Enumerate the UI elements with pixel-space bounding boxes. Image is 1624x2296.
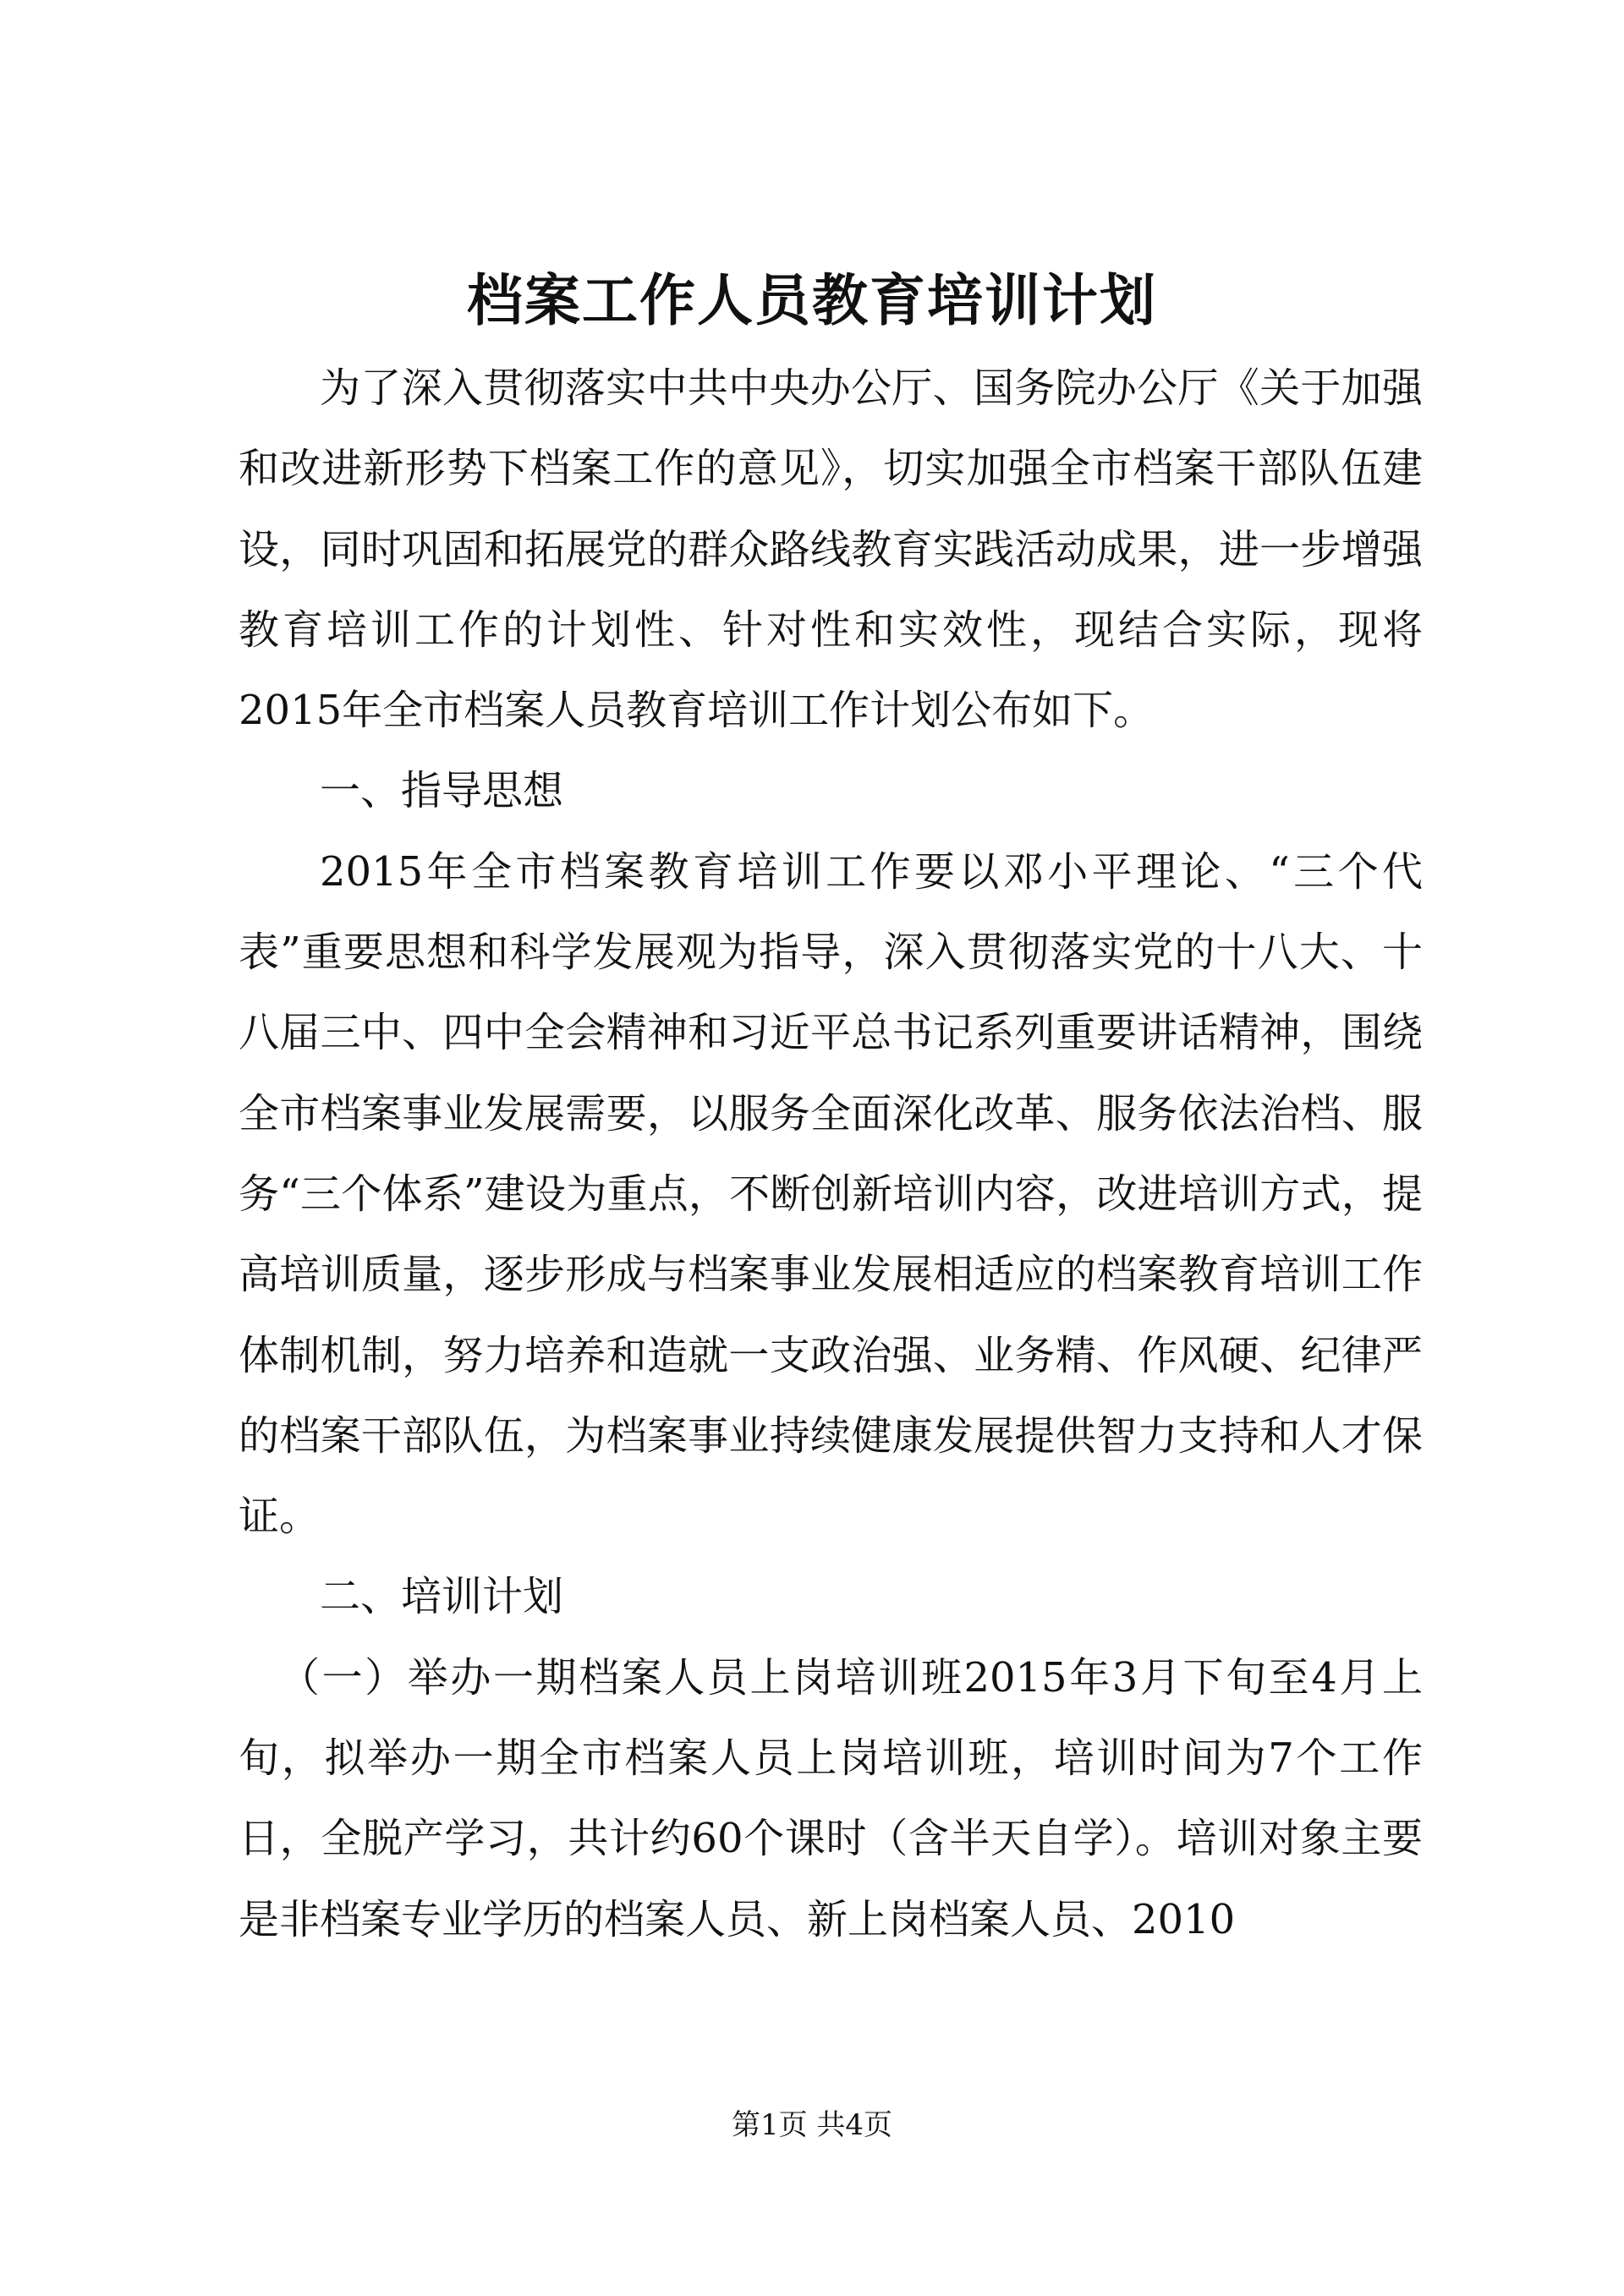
document-title: 档案工作人员教育培训计划: [467, 267, 1157, 333]
page-number-footer: 第1页 共4页: [731, 2108, 893, 2142]
section-heading-training-plan: 二、培训计划: [320, 1573, 564, 1621]
training-plan-paragraph: （一）举办一期档案人员上岗培训班2015年3月下旬至4月上旬，拟举办一期全市档案人员上岗培训班，培训时间为7个工作日，全脱产学习，共计约60个课时（含半天自学）。培训对象主要是非档案专业学历的档案人员、新上岗档案人员、2010: [239, 1653, 1423, 1943]
intro-paragraph: 为了深入贯彻落实中共中央办公厅、国务院办公厅《关于加强和改进新形势下档案工作的意见》，切实加强全市档案干部队伍建设，同时巩固和拓展党的群众路线教育实践活动成果，进一步增强教育培训工作的计划性、针对性和实效性，现结合实际，现将2015年全市档案人员教育培训工作计划公布如下。: [239, 364, 1423, 735]
document-body: [239, 348, 1423, 1960]
section-heading-guiding-ideology: 一、指导思想: [320, 767, 564, 815]
guiding-ideology-paragraph: 2015年全市档案教育培训工作要以邓小平理论、“三个代表”重要思想和科学发展观为指导，深入贯彻落实党的十八大、十八届三中、四中全会精神和习近平总书记系列重要讲话精神，围绕全市档案事业发展需要，以服务全面深化改革、服务依法治档、服务“三个体系”建设为重点，不断创新培训内容，改进培训方式，提高培训质量，逐步形成与档案事业发展相适应的档案教育培训工作体制机制，努力培养和造就一支政治强、业务精、作风硬、纪律严的档案干部队伍，为档案事业持续健康发展提供智力支持和人才保证。: [239, 847, 1423, 1541]
